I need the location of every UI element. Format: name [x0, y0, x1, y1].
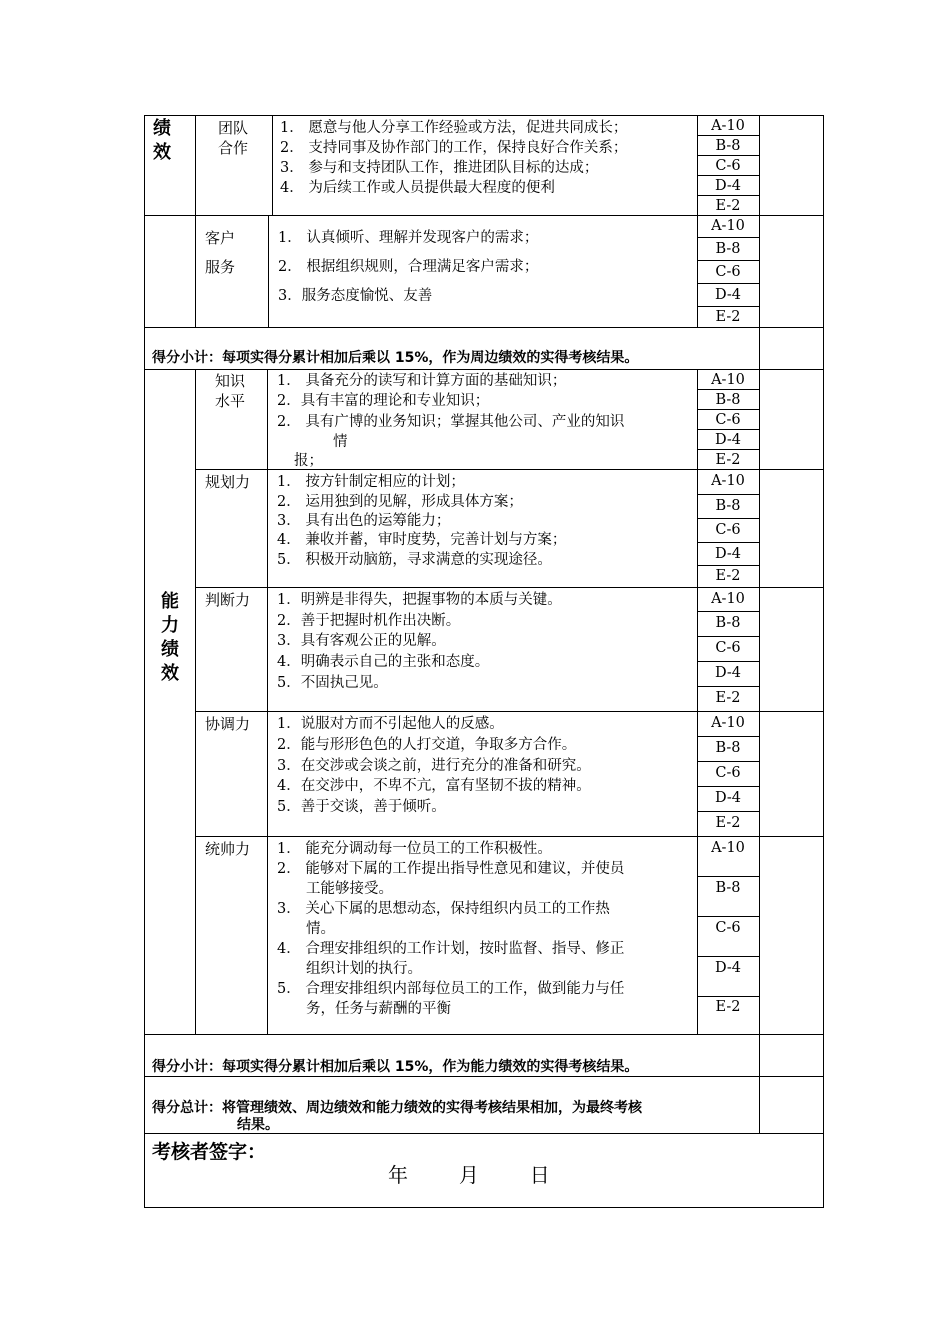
- grade-option[interactable]: E-2: [715, 452, 741, 468]
- grade-option[interactable]: B-8: [715, 241, 741, 257]
- leadership-item: 情。: [306, 921, 335, 937]
- grade-option[interactable]: C-6: [715, 412, 741, 428]
- grade-option[interactable]: A-10: [711, 118, 745, 134]
- grade-option[interactable]: A-10: [711, 715, 745, 731]
- ability-category-label: 能 力 绩 效: [161, 591, 179, 684]
- team-item: 1． 愿意与他人分享工作经验或方法，促进共同成长；: [280, 120, 628, 136]
- customer-item: 1． 认真倾听、理解并发现客户的需求；: [278, 230, 539, 246]
- coordination-item: 4．在交涉中，不卑不亢，富有坚韧不拔的精神。: [277, 778, 591, 794]
- coordination-item: 5．善于交谈，善于倾听。: [277, 799, 446, 815]
- leadership-item: 5． 合理安排组织内部每位员工的工作，做到能力与任: [277, 981, 625, 997]
- grade-option[interactable]: C-6: [715, 640, 741, 656]
- total-line: 结果。: [237, 1117, 279, 1133]
- planning-label: 规划力: [205, 473, 251, 491]
- grade-option[interactable]: D-4: [714, 790, 742, 806]
- planning-item: 5． 积极开动脑筋，寻求满意的实现途径。: [277, 552, 552, 568]
- grade-option[interactable]: A-10: [711, 840, 745, 856]
- judgment-item: 2．善于把握时机作出决断。: [277, 613, 461, 629]
- grade-option[interactable]: A-10: [711, 591, 745, 607]
- grade-option[interactable]: C-6: [715, 522, 741, 538]
- customer-label: 服务: [205, 258, 236, 276]
- grade-option[interactable]: D-4: [714, 178, 742, 194]
- grade-option[interactable]: D-4: [714, 546, 742, 562]
- grade-option[interactable]: C-6: [715, 264, 741, 280]
- coordination-label: 协调力: [205, 715, 251, 733]
- knowledge-label: 知识: [215, 372, 246, 390]
- knowledge-label: 水平: [215, 392, 246, 410]
- coordination-item: 1．说服对方而不引起他人的反感。: [277, 716, 504, 732]
- judgment-label: 判断力: [205, 591, 251, 609]
- grade-option[interactable]: E-2: [715, 568, 741, 584]
- team-item: 3． 参与和支持团队工作，推进团队目标的达成；: [280, 160, 599, 176]
- grade-option[interactable]: A-10: [711, 372, 745, 388]
- subtotal-perimeter: 得分小计：每项实得分累计相加后乘以 15%，作为周边绩效的实得考核结果。: [152, 350, 639, 366]
- coordination-item: 3．在交涉或会谈之前，进行充分的准备和研究。: [277, 758, 591, 774]
- grade-option[interactable]: D-4: [714, 665, 742, 681]
- grade-option[interactable]: C-6: [715, 158, 741, 174]
- grade-option[interactable]: D-4: [714, 960, 742, 976]
- knowledge-item: 报；: [294, 453, 323, 469]
- grade-option[interactable]: E-2: [715, 999, 741, 1015]
- leadership-item: 3． 关心下属的思想动态，保持组织内员工的工作热: [277, 901, 610, 917]
- customer-item: 2． 根据组织规则，合理满足客户需求；: [278, 259, 539, 275]
- grade-option[interactable]: B-8: [715, 740, 741, 756]
- grade-option[interactable]: B-8: [715, 498, 741, 514]
- customer-label: 客户: [205, 229, 236, 247]
- planning-item: 4． 兼收并蓄，审时度势，完善计划与方案；: [277, 532, 567, 548]
- grade-option[interactable]: E-2: [715, 198, 741, 214]
- grade-option[interactable]: A-10: [711, 218, 745, 234]
- grade-option[interactable]: E-2: [715, 815, 741, 831]
- date-field[interactable]: 年 月 日: [388, 1163, 550, 1187]
- grade-option[interactable]: B-8: [715, 138, 741, 154]
- total-line: 得分总计：将管理绩效、周边绩效和能力绩效的实得考核结果相加，为最终考核: [152, 1100, 642, 1116]
- grade-option[interactable]: B-8: [715, 392, 741, 408]
- judgment-item: 1．明辨是非得失，把握事物的本质与关键。: [277, 592, 562, 608]
- customer-item: 3．服务态度愉悦、友善: [278, 288, 433, 304]
- planning-item: 2． 运用独到的见解，形成具体方案；: [277, 494, 523, 510]
- judgment-item: 4．明确表示自己的主张和态度。: [277, 654, 490, 670]
- grade-option[interactable]: D-4: [714, 432, 742, 448]
- judgment-item: 5．不固执己见。: [277, 675, 388, 691]
- leadership-item: 4． 合理安排组织的工作计划，按时监督、指导、修正: [277, 941, 625, 957]
- planning-item: 3． 具有出色的运筹能力；: [277, 513, 451, 529]
- grade-option[interactable]: C-6: [715, 920, 741, 936]
- team-item: 4． 为后续工作或人员提供最大程度的便利: [280, 180, 555, 196]
- signature-label: 考核者签字：: [152, 1141, 267, 1163]
- coordination-item: 2．能与形形色色的人打交道，争取多方合作。: [277, 737, 577, 753]
- leadership-item: 组织计划的执行。: [306, 961, 422, 977]
- perf-category-label: 绩 效: [153, 118, 171, 163]
- team-label: 团队: [218, 119, 249, 137]
- leadership-label: 统帅力: [205, 840, 251, 858]
- judgment-item: 3．具有客观公正的见解。: [277, 633, 446, 649]
- subtotal-ability: 得分小计：每项实得分累计相加后乘以 15%，作为能力绩效的实得考核结果。: [152, 1059, 639, 1075]
- team-label: 合作: [218, 139, 249, 157]
- leadership-item: 1． 能充分调动每一位员工的工作积极性。: [277, 841, 552, 857]
- knowledge-item: 2．具有丰富的理论和专业知识；: [277, 393, 490, 409]
- grade-option[interactable]: D-4: [714, 287, 742, 303]
- grade-option[interactable]: B-8: [715, 880, 741, 896]
- planning-item: 1． 按方针制定相应的计划；: [277, 474, 465, 490]
- grade-option[interactable]: E-2: [715, 690, 741, 706]
- leadership-item: 工能够接受。: [306, 881, 393, 897]
- grade-option[interactable]: C-6: [715, 765, 741, 781]
- team-item: 2． 支持同事及协作部门的工作，保持良好合作关系；: [280, 140, 628, 156]
- grade-option[interactable]: A-10: [711, 473, 745, 489]
- leadership-item: 2． 能够对下属的工作提出指导性意见和建议，并使员: [277, 861, 625, 877]
- grade-option[interactable]: B-8: [715, 615, 741, 631]
- leadership-item: 务，任务与薪酬的平衡: [306, 1001, 451, 1017]
- grade-option[interactable]: E-2: [715, 309, 741, 325]
- knowledge-item: 2． 具有广博的业务知识；掌握其他公司、产业的知识: [277, 414, 625, 430]
- knowledge-item: 情: [333, 434, 348, 450]
- knowledge-item: 1． 具备充分的读写和计算方面的基础知识；: [277, 373, 567, 389]
